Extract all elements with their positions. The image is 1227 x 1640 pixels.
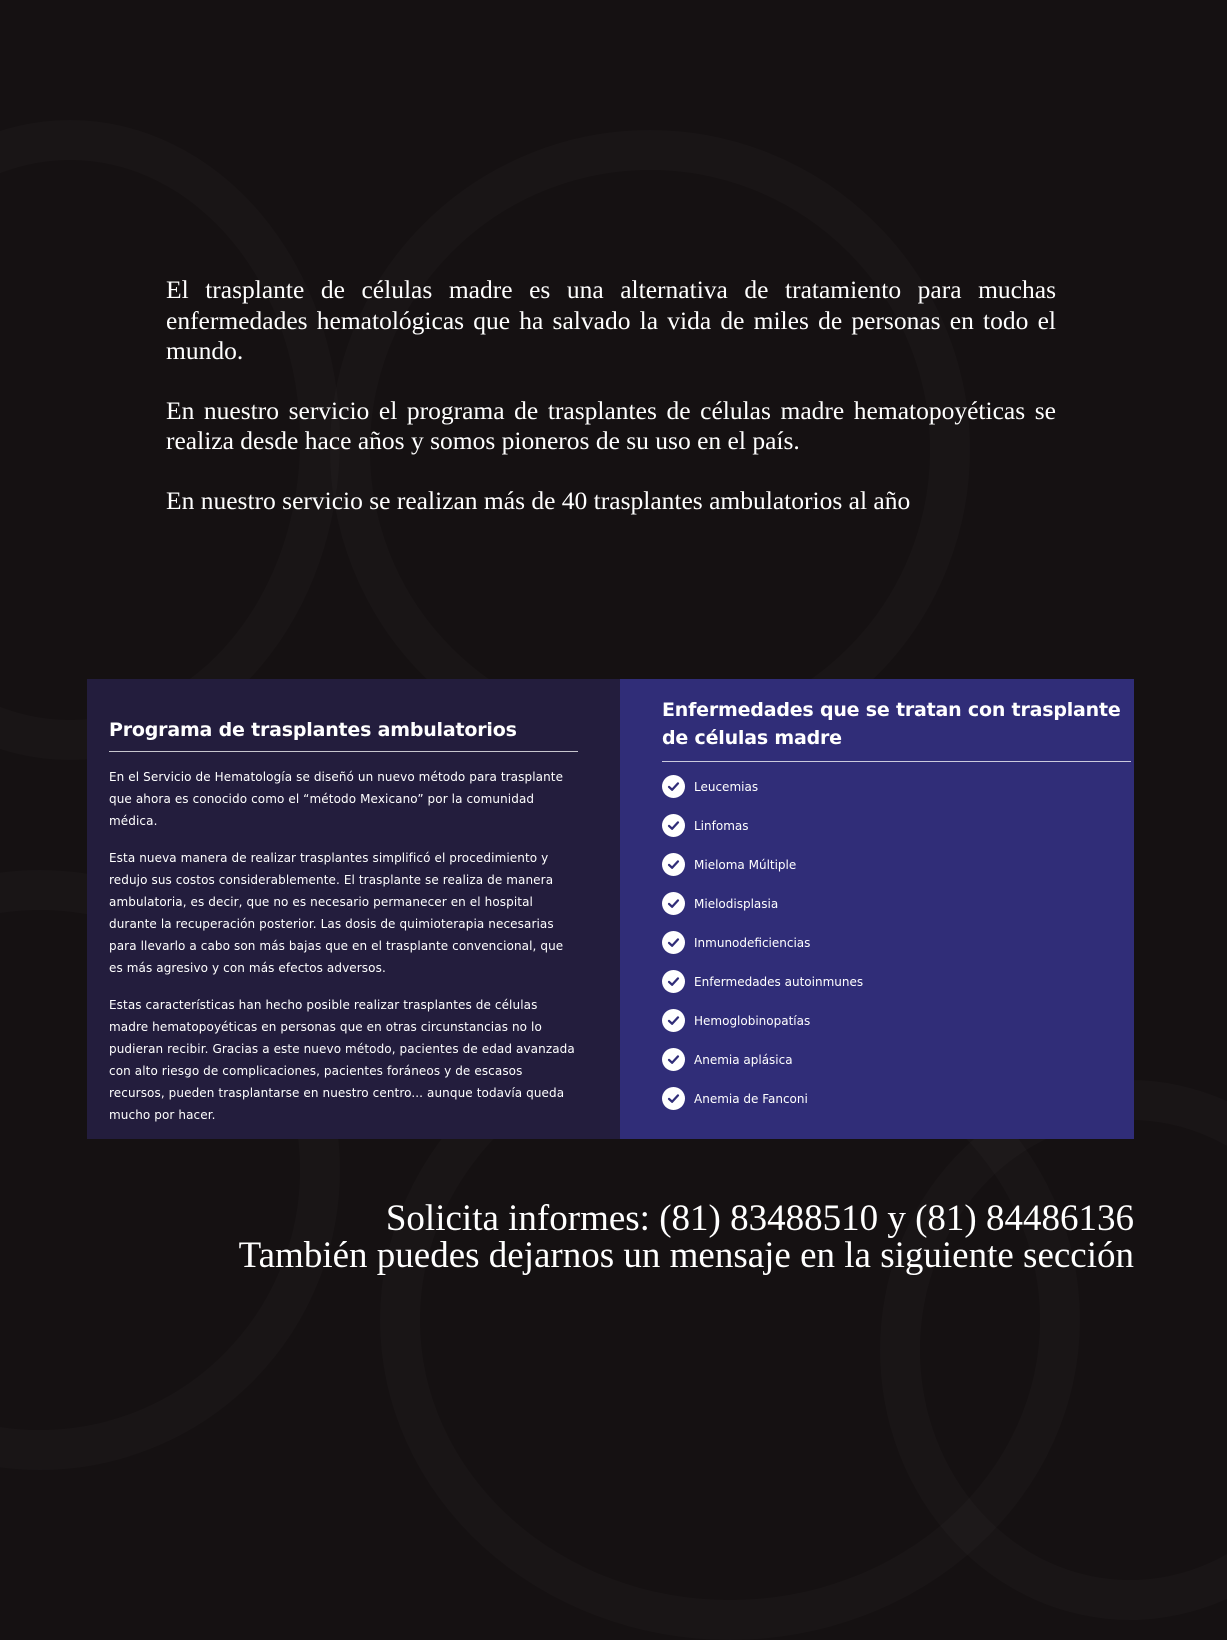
disease-item: [662, 884, 1131, 923]
intro-paragraph-1: El trasplante de células madre es una alternativa de tratamiento para muchas enfermedades hematológicas que ha salvado la vida de miles de personas en todo el mundo.: [166, 275, 1056, 365]
diseases-title: Enfermedades que se tratan con trasplante de células madre: [662, 699, 1121, 749]
program-paragraph: Estas características han hecho posible realizar trasplantes de células madre hematopoyéticas en personas que en otras circunstancias no lo pudieran recibir. Gracias a este nuevo método, pacientes de edad avanzada con alto riesgo de complicaciones, pacientes foráneos y de escasos recursos, pueden trasplantarse en nuestro centro... aunque todavía queda mucho por hacer.: [109, 998, 575, 1122]
background-decoration: [880, 1080, 1227, 1620]
check-circle-icon: [662, 1048, 685, 1071]
disease-label: Enfermedades autoinmunes: [694, 974, 864, 989]
intro-paragraph-2: En nuestro servicio el programa de trasplantes de células madre hematopoyéticas se realiza desde hace años y somos pioneros de su uso en el país.: [166, 395, 1056, 455]
disease-label: Mielodisplasia: [694, 896, 779, 911]
diseases-section: [620, 679, 1134, 1139]
disease-label: Mieloma Múltiple: [694, 857, 797, 872]
contact-info: [239, 1200, 1134, 1274]
contact-message-note: También puedes dejarnos un mensaje en la siguiente sección: [238, 1235, 1134, 1276]
disease-item: [662, 1001, 1131, 1040]
disease-item: [662, 1040, 1131, 1079]
check-circle-icon: [662, 1009, 685, 1032]
check-circle-icon: [662, 814, 685, 837]
contact-phones: Solicita informes: (81) 83488510 y (81) 84486136: [385, 1198, 1134, 1239]
program-paragraph: Esta nueva manera de realizar trasplantes simplificó el procedimiento y redujo sus costos considerablemente. El trasplante se realiza de manera ambulatoria, es decir, que no es necesario permanecer en el hospital durante la recuperación posterior. Las dosis de quimioterapia necesarias para llevarlo a cabo son más bajas que en el trasplante convencional, que es más agresivo y con más efectos adversos.: [109, 851, 564, 975]
program-title: Programa de trasplantes ambulatorios: [109, 719, 517, 741]
check-circle-icon: [662, 775, 685, 798]
check-circle-icon: [662, 853, 685, 876]
program-paragraph: En el Servicio de Hematología se diseñó un nuevo método para trasplante que ahora es conocido como el “método Mexicano” por la comunidad médica.: [109, 770, 564, 828]
check-circle-icon: [662, 892, 685, 915]
disease-label: Leucemias: [694, 779, 759, 794]
diseases-divider: [662, 761, 1131, 762]
disease-item: [662, 767, 1131, 806]
disease-label: Hemoglobinopatías: [694, 1013, 811, 1028]
disease-label: Inmunodeficiencias: [694, 935, 811, 950]
disease-label: Anemia de Fanconi: [694, 1091, 808, 1106]
disease-label: Linfomas: [694, 818, 749, 833]
program-divider: [109, 751, 578, 752]
check-circle-icon: [662, 1087, 685, 1110]
disease-item: [662, 962, 1131, 1001]
intro-paragraph-3: En nuestro servicio se realizan más de 40 trasplantes ambulatorios al año: [166, 485, 911, 515]
diseases-list: [662, 767, 1131, 1118]
intro-text: [166, 275, 1056, 545]
info-panel: [87, 679, 1134, 1139]
disease-item: [662, 923, 1131, 962]
check-circle-icon: [662, 931, 685, 954]
disease-item: [662, 806, 1131, 845]
disease-item: [662, 1079, 1131, 1118]
check-circle-icon: [662, 970, 685, 993]
program-section: [87, 679, 620, 1139]
disease-label: Anemia aplásica: [694, 1052, 793, 1067]
disease-item: [662, 845, 1131, 884]
